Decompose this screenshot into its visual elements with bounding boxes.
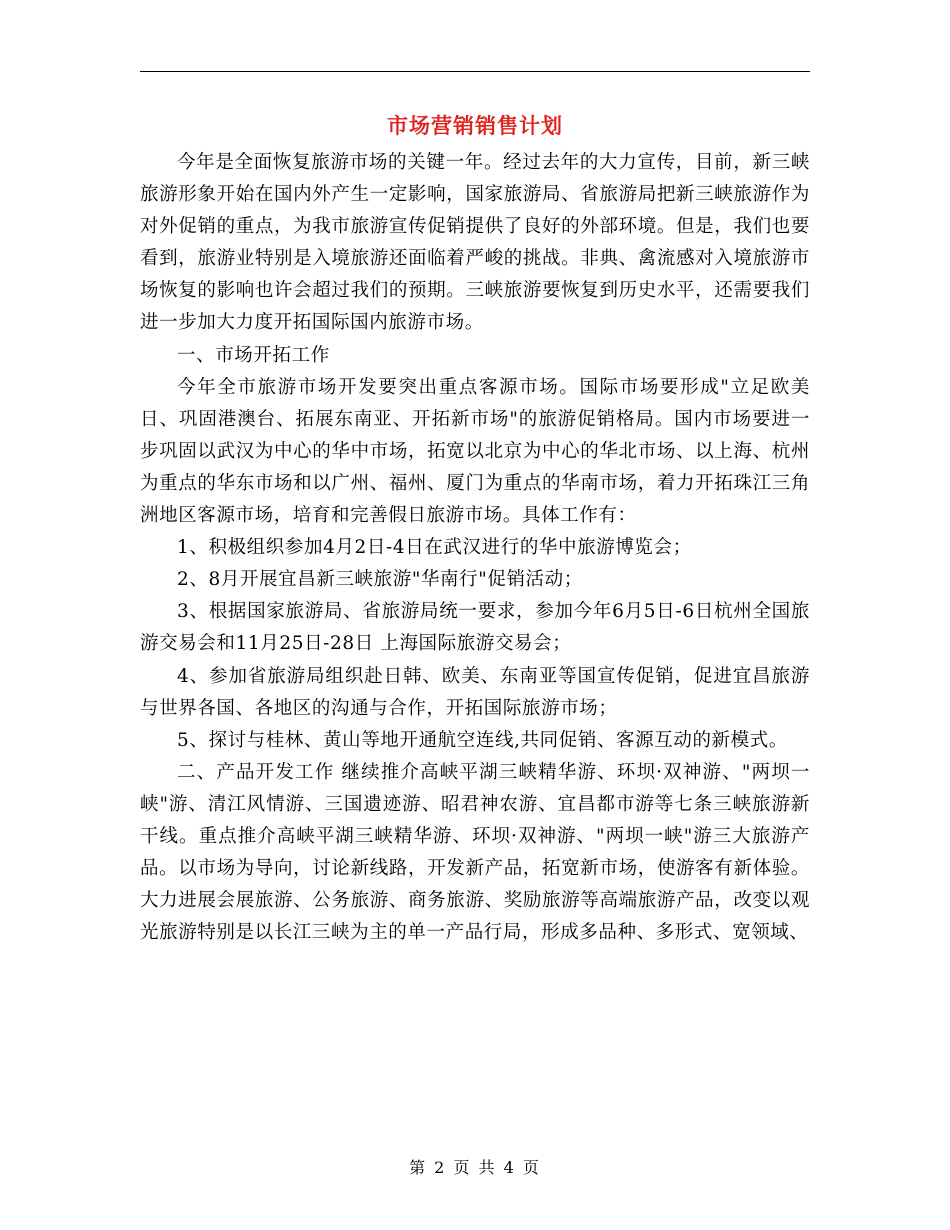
- section-heading-market: 一、市场开拓工作: [177, 344, 330, 366]
- paragraph-market: 今年全市旅游市场开发要突出重点客源市场。国际市场要形成"立足欧美日、巩固港澳台、拓展东南亚、开拓新市场"的旅游促销格局。国内市场要进一步巩固以武汉为中心的华中市场，拓宽以北京为中心的华北市场、以上海、杭州为重点的华东市场和以广州、福州、厦门为重点的华南市场，着力开拓珠江三角洲地区客源市场，培育和完善假日旅游市场。具体工作有：: [140, 376, 810, 527]
- paragraph-intro: 今年是全面恢复旅游市场的关键一年。经过去年的大力宣传，目前，新三峡旅游形象开始在国内外产生一定影响，国家旅游局、省旅游局把新三峡旅游作为对外促销的重点，为我市旅游宣传促销提供了良好的外部环境。但是，我们也要看到，旅游业特别是入境旅游还面临着严峻的挑战。非典、禽流感对入境旅游市场恢复的影响也许会超过我们的预期。三峡旅游要恢复到历史水平，还需要我们进一步加大力度开拓国际国内旅游市场。: [140, 152, 810, 334]
- page-number: 第 2 页 共 4 页: [409, 1158, 541, 1177]
- list-item-1: 1、积极组织参加4月2日-4日在武汉进行的华中旅游博览会；: [177, 537, 692, 559]
- list-item-3: 3、根据国家旅游局、省旅游局统一要求，参加今年6月5日-6日杭州全国旅游交易会和11月25日-28日 上海国际旅游交易会；: [140, 601, 810, 655]
- document-body: [140, 147, 810, 949]
- document-title: 市场营销销售计划: [387, 113, 563, 138]
- list-item-2: 2、8月开展宜昌新三峡旅游"华南行"促销活动；: [177, 569, 583, 591]
- list-item-5: 5、探讨与桂林、黄山等地开通航空连线,共同促销、客源互动的新模式。: [177, 729, 788, 751]
- paragraph-product: 二、产品开发工作 继续推介高峡平湖三峡精华游、环坝·双神游、"两坝一峡"游、清江风情游、三国遗迹游、昭君神农游、宜昌都市游等七条三峡旅游新干线。重点推介高峡平湖三峡精华游、环坝·双神游、"两坝一峡"游三大旅游产品。以市场为导向，讨论新线路，开发新产品，拓宽新市场，使游客有新体验。大力进展会展旅游、公务旅游、商务旅游、奖励旅游等高端旅游产品，改变以观光旅游特别是以长江三峡为主的单一产品行局，形成多品种、多形式、宽领域、: [140, 761, 810, 944]
- list-item-4: 4、参加省旅游局组织赴日韩、欧美、东南亚等国宣传促销，促进宜昌旅游与世界各国、各地区的沟通与合作，开拓国际旅游市场；: [140, 665, 810, 719]
- header-rule: [140, 71, 810, 72]
